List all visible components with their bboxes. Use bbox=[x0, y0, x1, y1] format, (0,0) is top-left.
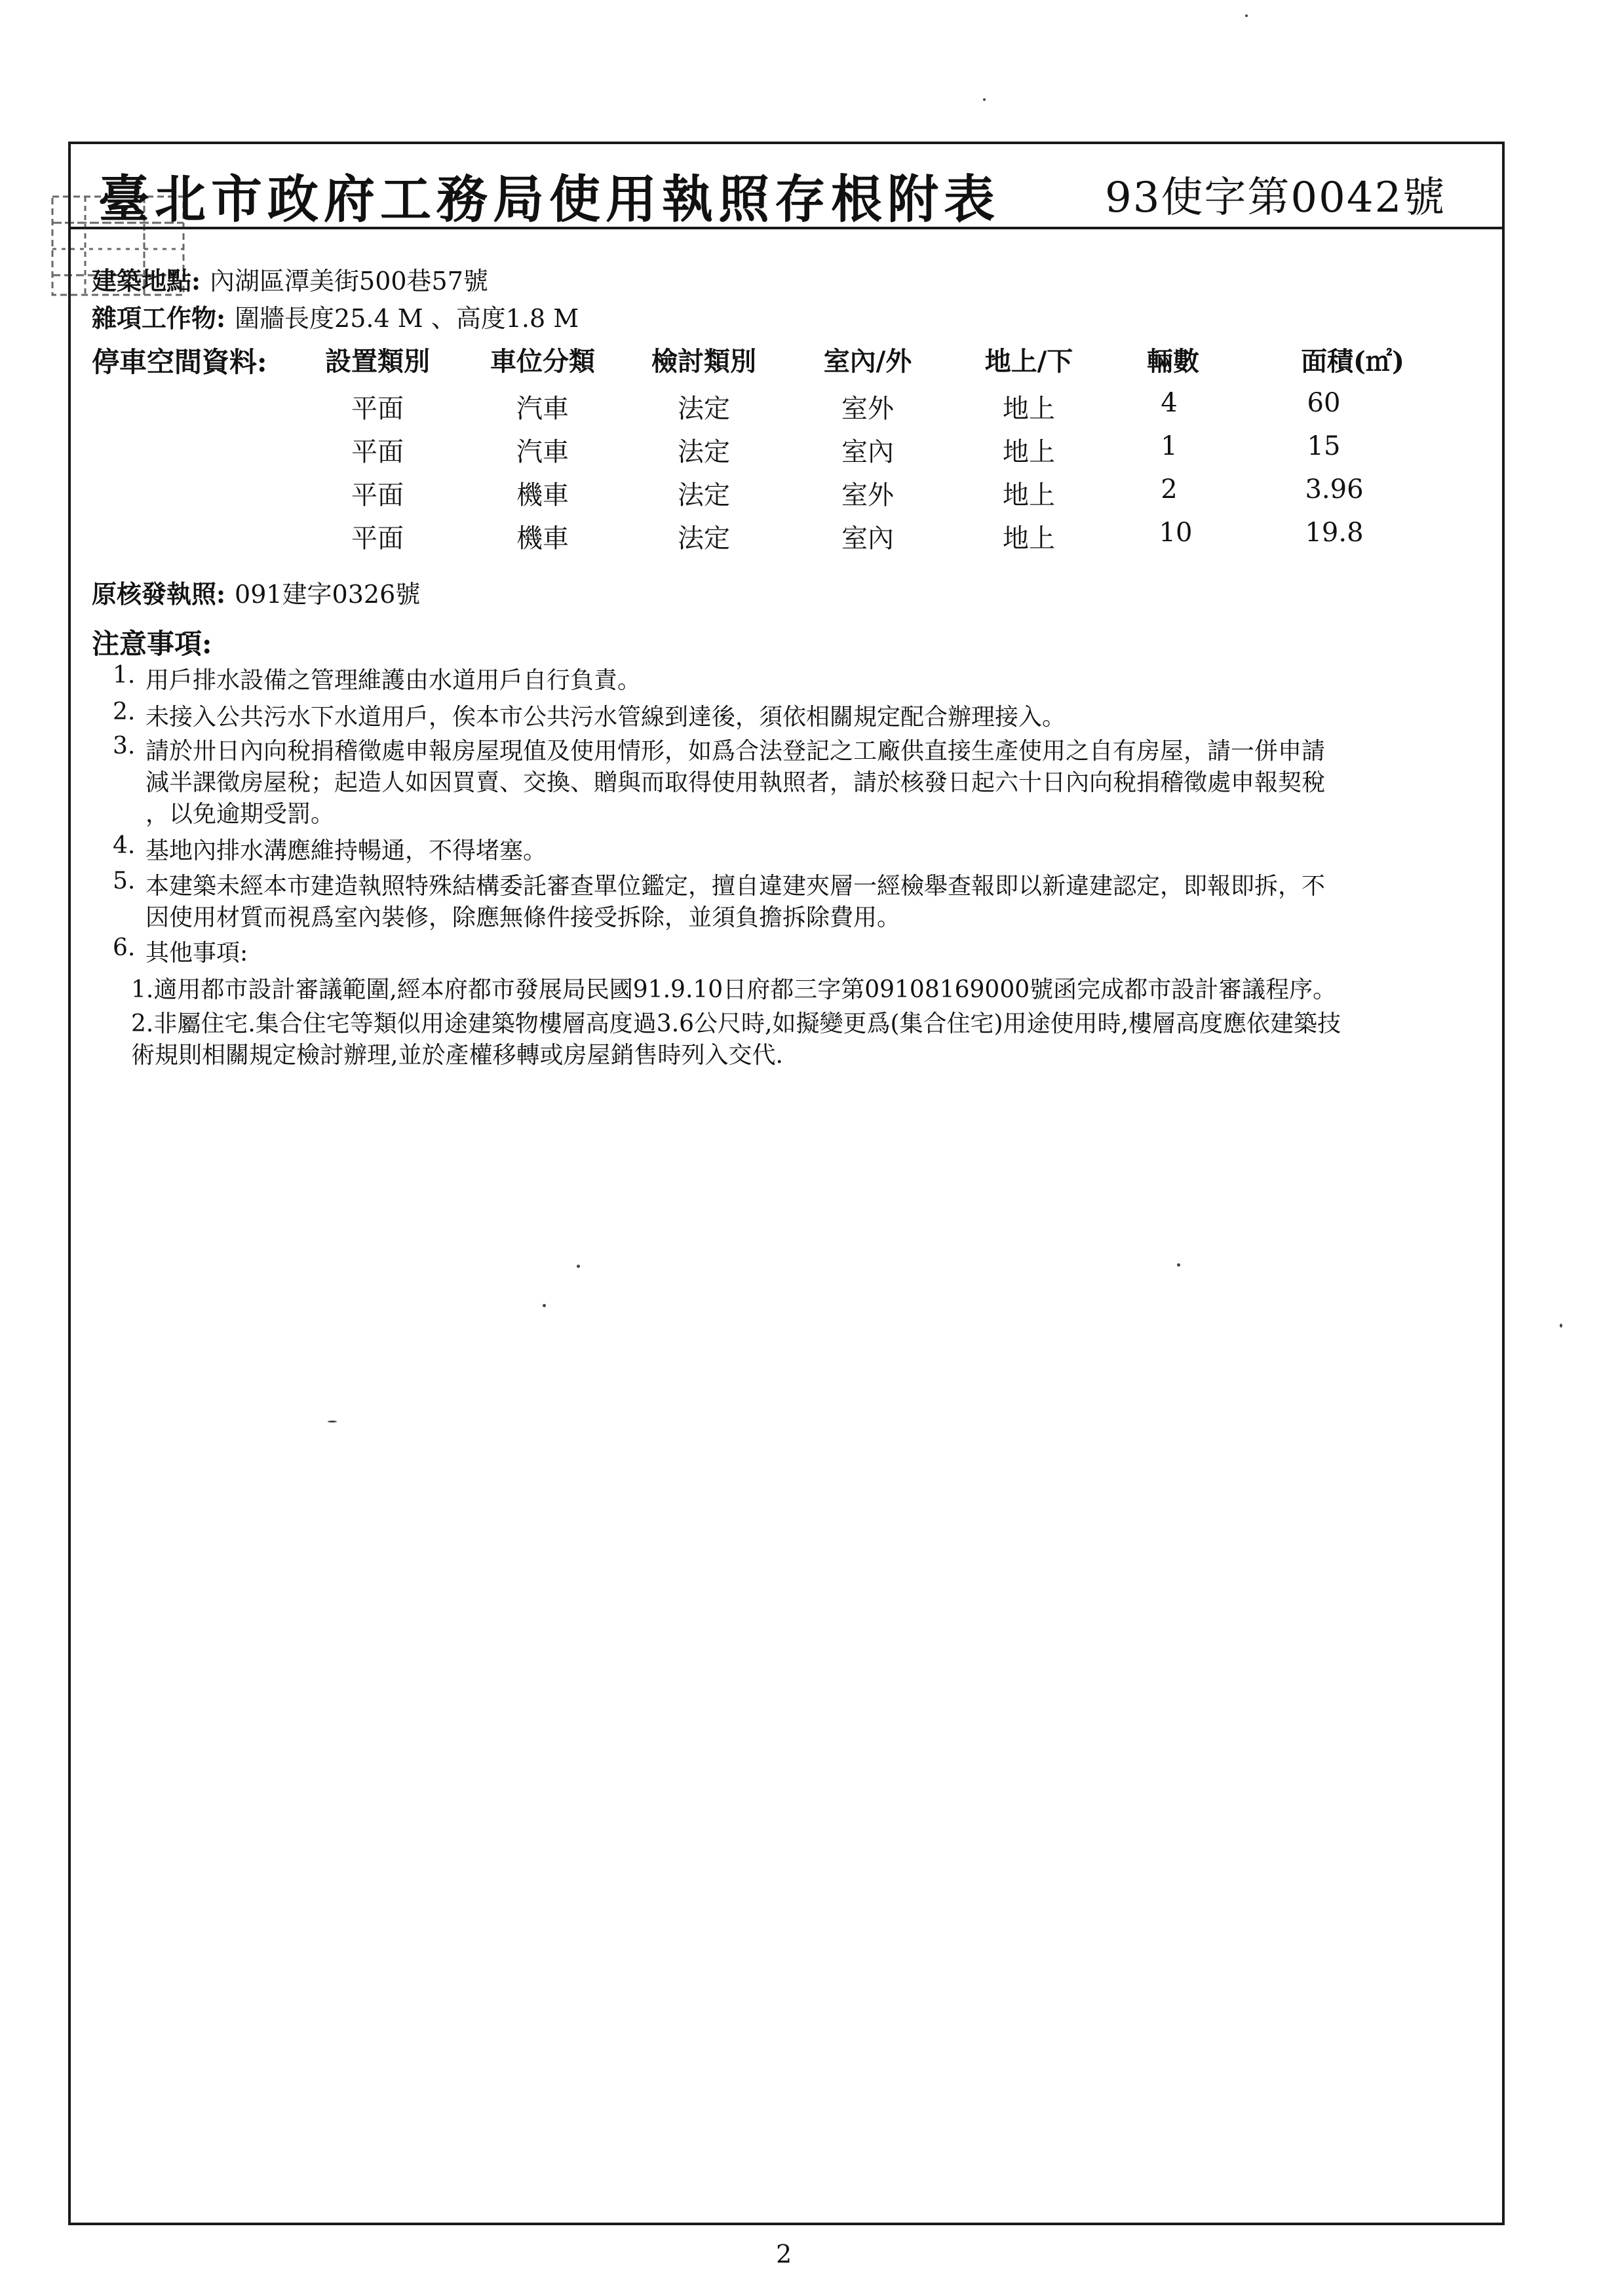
table-cell: 平面 bbox=[351, 394, 404, 424]
page-number: 2 bbox=[776, 2240, 792, 2268]
note-text: ，以免逾期受罰。 bbox=[145, 801, 335, 828]
table-cell: 汽車 bbox=[516, 394, 569, 424]
table-cell: 平面 bbox=[351, 480, 404, 510]
table-cell: 室外 bbox=[841, 394, 894, 424]
parking-section-label: 停車空間資料: bbox=[92, 346, 267, 378]
misc-structure-label: 雜項工作物: bbox=[92, 303, 226, 333]
table-cell: 60 bbox=[1307, 388, 1341, 418]
parking-column-header: 車位分類 bbox=[490, 346, 595, 377]
note-text: 請於卅日內向稅捐稽徵處申報房屋現值及使用情形，如爲合法登記之工廠供直接生產使用之自有房屋，請一併申請 bbox=[145, 738, 1326, 765]
parking-column-header: 室內/外 bbox=[823, 346, 912, 377]
parking-column-header: 設置類別 bbox=[325, 346, 430, 377]
misc-structure-value: 圍牆長度25.4 M 、高度1.8 M bbox=[235, 304, 579, 333]
note-subitem: 2.非屬住宅.集合住宅等類似用途建築物樓層高度過3.6公尺時,如擬變更爲(集合住宅)用途使用時,樓層高度應依建築技 bbox=[131, 1010, 1341, 1037]
original-permit bbox=[92, 574, 420, 610]
table-cell: 地上 bbox=[1003, 480, 1055, 510]
site-location-label: 建築地點: bbox=[92, 266, 201, 296]
table-cell: 機車 bbox=[516, 480, 569, 510]
table-cell: 室外 bbox=[841, 480, 894, 510]
table-cell: 平面 bbox=[351, 524, 404, 554]
note-text: 本建築未經本市建造執照特殊結構委託審查單位鑑定，擅自違建夾層一經檢舉查報即以新違建認定，即報即拆，不 bbox=[145, 873, 1326, 900]
table-cell: 法定 bbox=[678, 394, 730, 424]
document-title: 臺北市政府工務局使用執照存根附表 bbox=[98, 170, 1001, 229]
table-cell: 室內 bbox=[841, 437, 894, 467]
site-location-value: 內湖區潭美街500巷57號 bbox=[210, 267, 488, 296]
parking-column-header: 地上/下 bbox=[984, 346, 1073, 377]
note-text: 其他事項: bbox=[145, 940, 248, 966]
table-cell: 機車 bbox=[516, 524, 569, 554]
table-cell: 平面 bbox=[351, 437, 404, 467]
table-cell: 3.96 bbox=[1305, 474, 1364, 505]
note-text: 未接入公共污水下水道用戶，俟本市公共污水管線到達後，須依相關規定配合辦理接入。 bbox=[145, 704, 1066, 731]
site-location bbox=[92, 261, 488, 297]
note-number: 4. bbox=[113, 832, 136, 859]
scan-speck bbox=[543, 1304, 546, 1307]
notes-title: 注意事項: bbox=[92, 628, 212, 660]
note-number: 1. bbox=[113, 662, 136, 689]
original-permit-label: 原核發執照: bbox=[92, 579, 226, 609]
table-cell: 法定 bbox=[678, 437, 730, 467]
note-text: 用戶排水設備之管理維護由水道用戶自行負責。 bbox=[145, 667, 642, 694]
permit-number: 93使字第0042號 bbox=[1105, 174, 1446, 222]
table-cell: 10 bbox=[1159, 518, 1193, 548]
scan-speck bbox=[577, 1265, 580, 1268]
table-cell: 法定 bbox=[678, 524, 730, 554]
scan-speck bbox=[328, 1421, 337, 1423]
original-permit-value: 091建字0326號 bbox=[235, 580, 421, 609]
note-text: 基地內排水溝應維持暢通，不得堵塞。 bbox=[145, 837, 547, 864]
parking-column-header: 輛數 bbox=[1147, 346, 1199, 377]
scan-speck bbox=[1560, 1324, 1562, 1328]
table-cell: 汽車 bbox=[516, 437, 569, 467]
note-text: 減半課徵房屋稅；起造人如因買賣、交換、贈與而取得使用執照者，請於核發日起六十日內向稅捐稽徵處申報契稅 bbox=[145, 769, 1326, 796]
table-cell: 2 bbox=[1161, 474, 1178, 505]
table-cell: 15 bbox=[1307, 431, 1341, 461]
parking-column-header: 檢討類別 bbox=[651, 346, 756, 377]
misc-structure bbox=[92, 298, 579, 334]
note-number: 2. bbox=[113, 698, 136, 725]
table-cell: 法定 bbox=[678, 480, 730, 510]
table-cell: 19.8 bbox=[1305, 518, 1364, 548]
note-number: 6. bbox=[113, 934, 136, 961]
note-subitem: 1.適用都市設計審議範圍,經本府都市發展局民國91.9.10日府都三字第09108169000號函完成都市設計審議程序。 bbox=[131, 976, 1337, 1003]
table-cell: 1 bbox=[1161, 431, 1178, 461]
note-number: 5. bbox=[113, 868, 136, 894]
table-cell: 地上 bbox=[1003, 437, 1055, 467]
note-subitem-continued: 術規則相關規定檢討辦理,並於產權移轉或房屋銷售時列入交代. bbox=[131, 1042, 783, 1069]
parking-column-header: 面積(㎡) bbox=[1301, 346, 1404, 377]
note-text: 因使用材質而視爲室內裝修，除應無條件接受拆除，並須負擔拆除費用。 bbox=[145, 904, 901, 931]
scan-speck bbox=[983, 98, 986, 101]
table-cell: 地上 bbox=[1003, 524, 1055, 554]
scan-speck bbox=[1177, 1263, 1180, 1267]
note-number: 3. bbox=[113, 733, 136, 759]
table-cell: 4 bbox=[1161, 388, 1178, 418]
scan-speck bbox=[1245, 14, 1248, 17]
table-cell: 室內 bbox=[841, 524, 894, 554]
table-cell: 地上 bbox=[1003, 394, 1055, 424]
